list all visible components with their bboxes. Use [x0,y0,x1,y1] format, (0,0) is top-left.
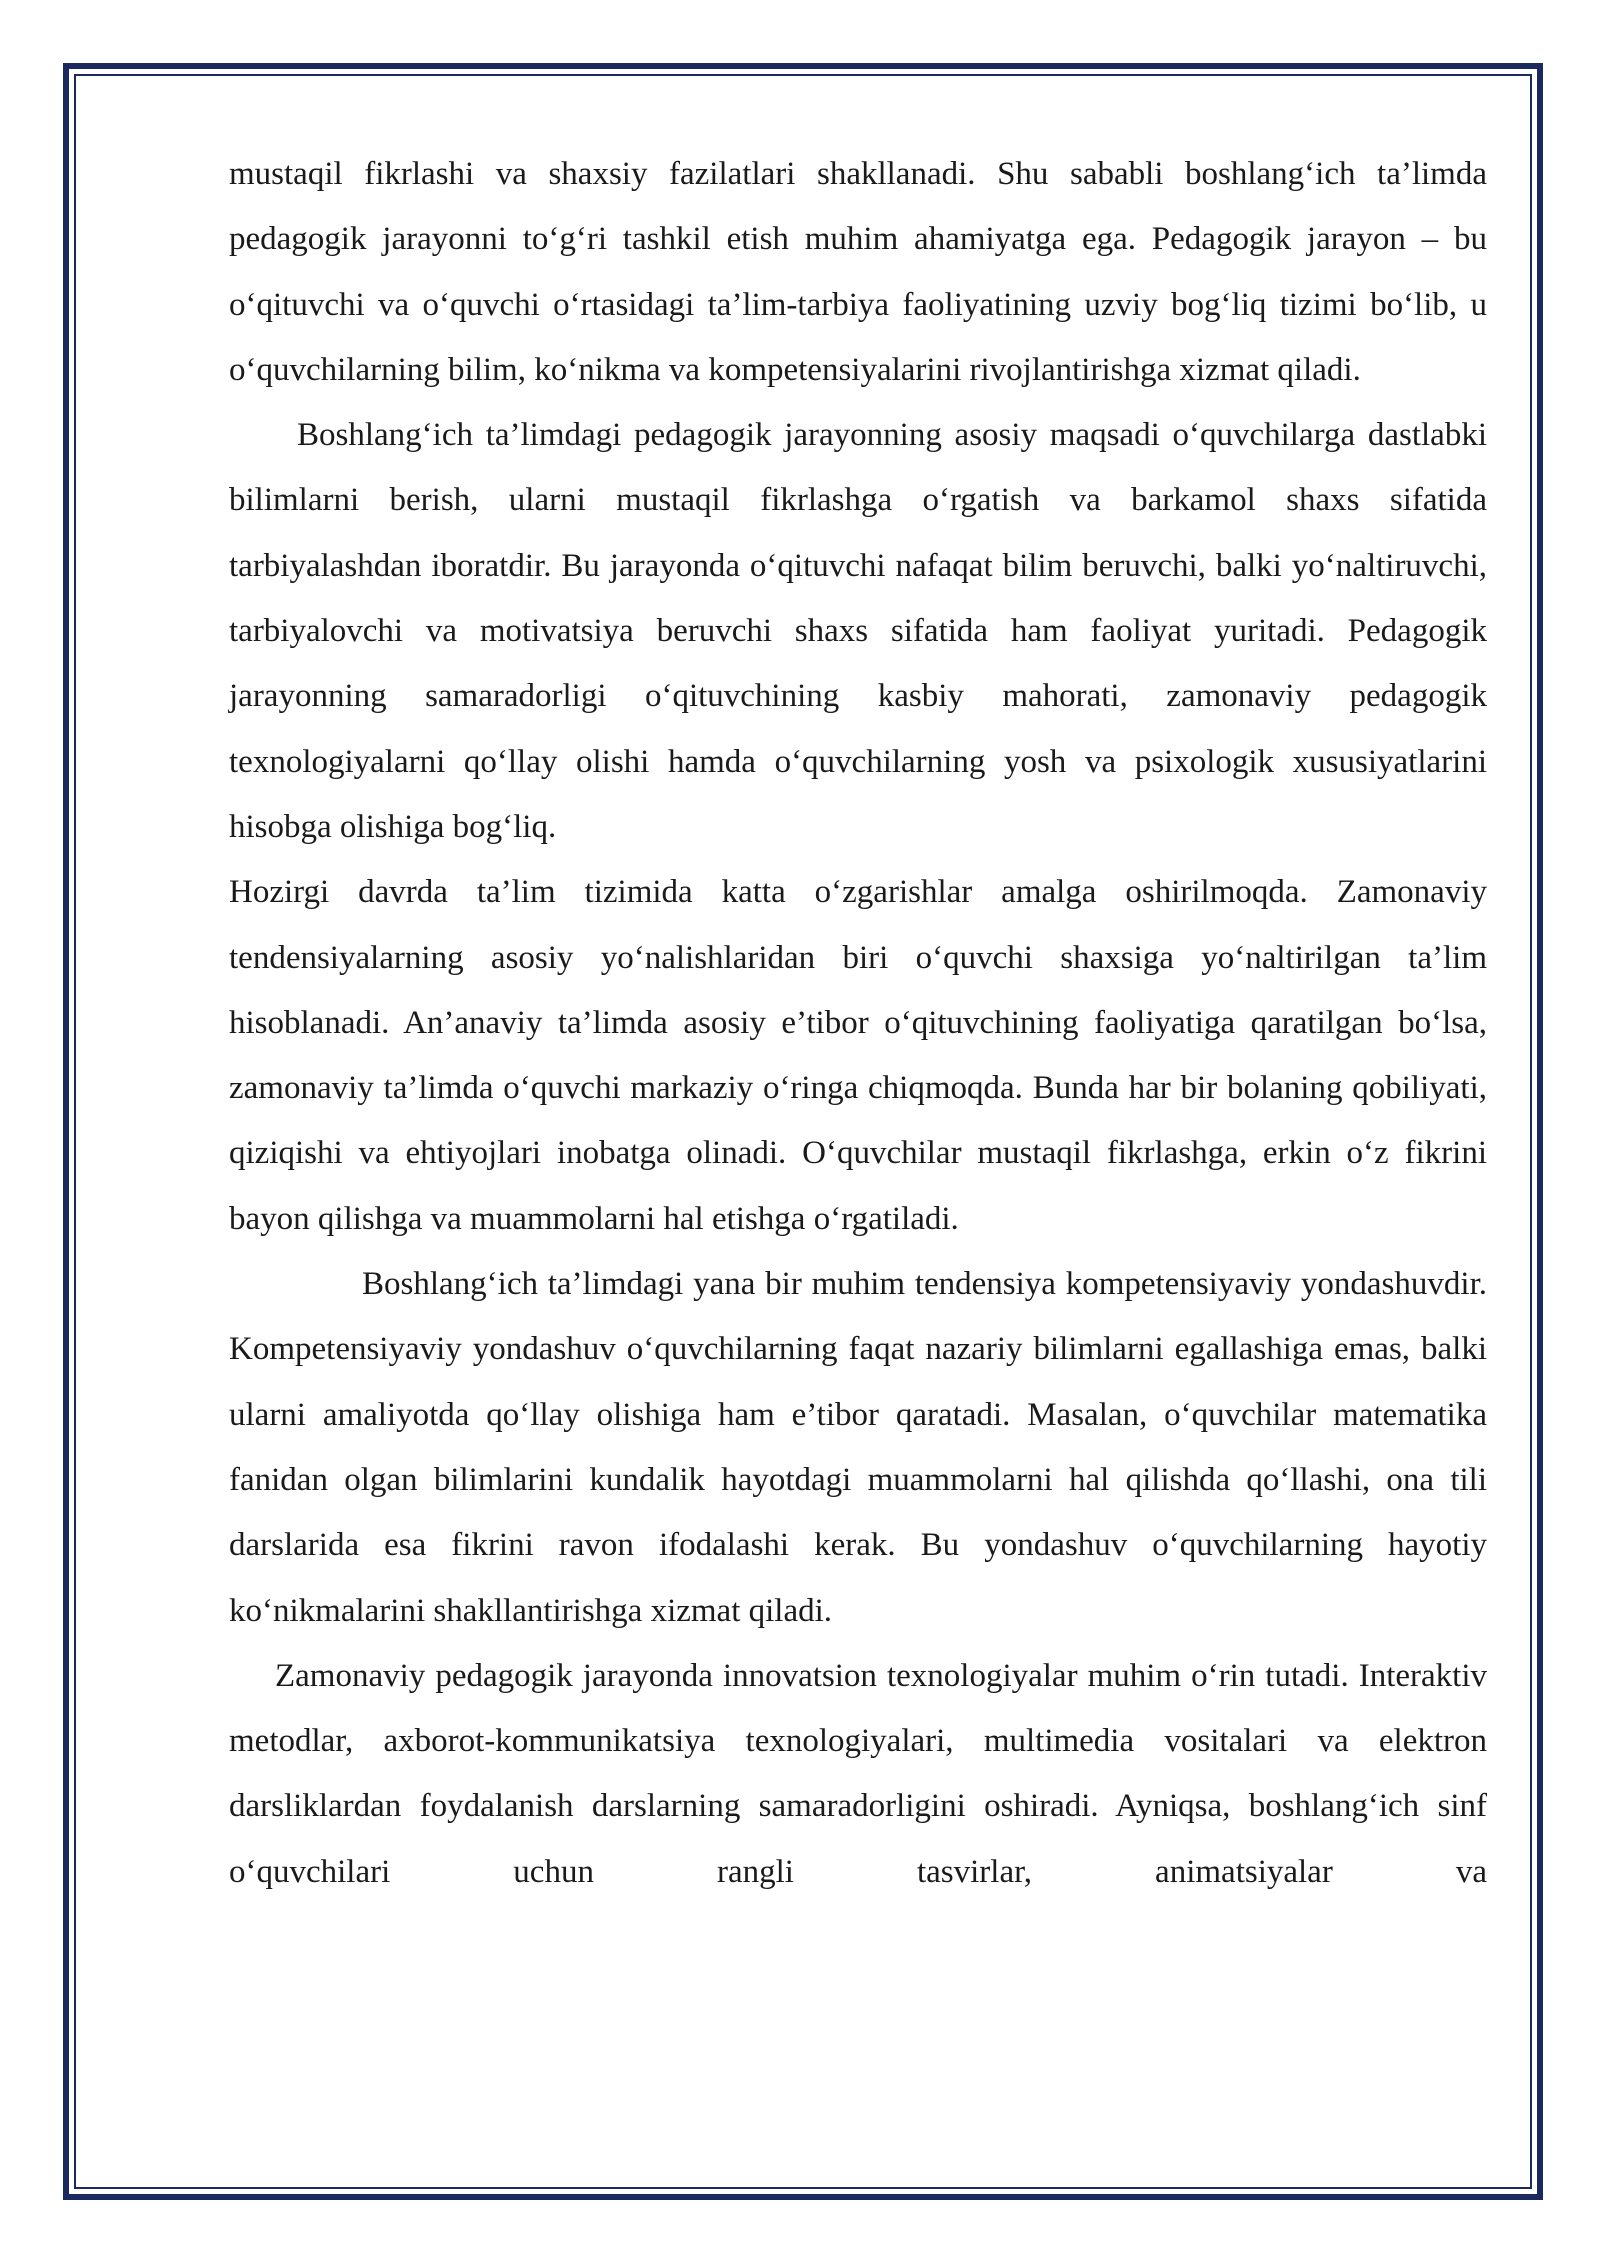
paragraph-4: Boshlang‘ich ta’limdagi yana bir muhim tendensiya kompetensiyaviy yondashuvdir. Kompetensiyaviy yondashuv o‘quvchilarning faqat nazariy bilimlarni egallashiga emas, balki ularni amaliyotda qo‘llay olishiga ham e’tibor qaratadi. Masalan, o‘quvchilar matematika fanidan olgan bilimlarini kundalik hayotdagi muammolarni hal qilishda qo‘llashi, ona tili darslarida esa fikrini ravon ifodalashi kerak. Bu yondashuv o‘quvchilarning hayotiy ko‘nikmalarini shakllantirishga xizmat qiladi. [229,1266,1487,1629]
paragraph-3: Hozirgi davrda ta’lim tizimida katta o‘zgarishlar amalga oshirilmoqda. Zamonaviy tendensiyalarning asosiy yo‘nalishlaridan biri o‘quvchi shaxsiga yo‘naltirilgan ta’lim hisoblanadi. An’anaviy ta’limda asosiy e’tibor o‘qituvchining faoliyatiga qaratilgan bo‘lsa, zamonaviy ta’limda o‘quvchi markaziy o‘ringa chiqmoqda. Bunda har bir bolaning qobiliyati, qiziqishi va ehtiyojlari inobatga olinadi. O‘quvchilar mustaqil fikrlashga, erkin o‘z fikrini bayon qilishga va muammolarni hal etishga o‘rgatiladi. [229,874,1487,1237]
paragraph-5: Zamonaviy pedagogik jarayonda innovatsion texnologiyalar muhim o‘rin tutadi. Interaktiv metodlar, axborot-kommunikatsiya texnologiyalari, multimedia vositalari va elektron darsliklardan foydalanish darslarning samaradorligini oshiradi. Ayniqsa, boshlang‘ich sinf o‘quvchilari uchun rangli tasvirlar, animatsiyalar va [229,1657,1487,1890]
document-body [229,142,1487,1905]
paragraph-1: mustaqil fikrlashi va shaxsiy fazilatlari shakllanadi. Shu sababli boshlang‘ich ta’limda pedagogik jarayonni to‘g‘ri tashkil etish muhim ahamiyatga ega. Pedagogik jarayon – bu o‘qituvchi va o‘quvchi o‘rtasidagi ta’lim-tarbiya faoliyatining uzviy bog‘liq tizimi bo‘lib, u o‘quvchilarning bilim, ko‘nikma va kompetensiyalarini rivojlantirishga xizmat qiladi. [229,156,1487,388]
paragraph-2: Boshlang‘ich ta’limdagi pedagogik jarayonning asosiy maqsadi o‘quvchilarga dastlabki bilimlarni berish, ularni mustaqil fikrlashga o‘rgatish va barkamol shaxs sifatida tarbiyalashdan iboratdir. Bu jarayonda o‘qituvchi nafaqat bilim beruvchi, balki yo‘naltiruvchi, tarbiyalovchi va motivatsiya beruvchi shaxs sifatida ham faoliyat yuritadi. Pedagogik jarayonning samaradorligi o‘qituvchining kasbiy mahorati, zamonaviy pedagogik texnologiyalarni qo‘llay olishi hamda o‘quvchilarning yosh va psixologik xususiyatlarini hisobga olishiga bog‘liq. [229,417,1487,845]
